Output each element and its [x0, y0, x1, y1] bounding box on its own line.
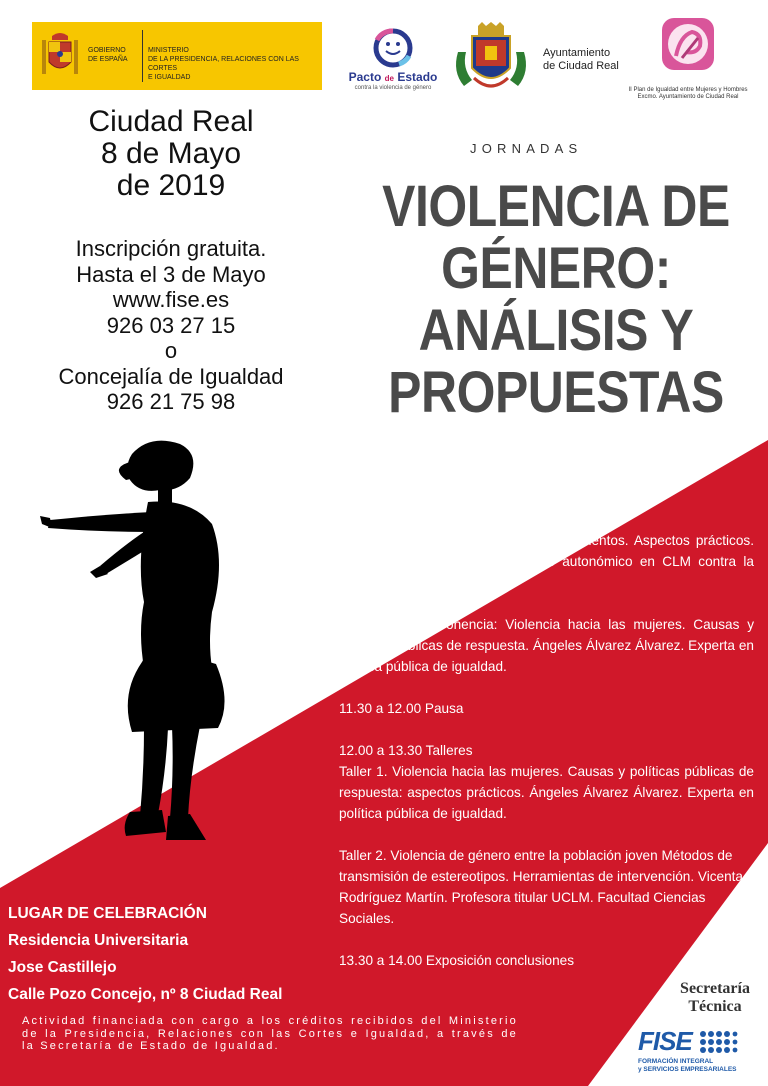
secretaria-tecnica-label: [665, 980, 765, 1016]
program-item: 10.30 a 11.30 Ponencia: Violencia hacia las mujeres. Causas y políticas públicas de respuesta. Ángeles Álvarez Álvarez. Experta en política pública de igualdad.: [339, 617, 754, 674]
title-line: VIOLENCIA DE: [382, 174, 730, 239]
title-line: PROPUESTAS: [388, 360, 724, 425]
plan-igualdad-logo: [618, 14, 758, 100]
gobierno-text: [88, 46, 140, 64]
pacto-word-pacto: Pacto: [348, 70, 382, 84]
ayuntamiento-line-1: Ayuntamiento: [543, 47, 611, 59]
pacto-word-estado: Estado: [397, 70, 438, 84]
registration-phone-igualdad: 926 21 75 98: [106, 389, 236, 414]
secretaria-line-2: Técnica: [688, 998, 742, 1015]
program-heading: PROGRAMA: [518, 447, 596, 462]
gov-divider: [142, 30, 143, 82]
program-item: 9.30 a 10.30 Ponencia: Ley y procedimientos. Aspectos prácticos. Jesús Gil Trujillo. Fiscal delegado autonómico en CLM contra la violencia de género.: [339, 533, 754, 590]
program-item: 8.45 a 9.15 Acreditación: [353, 470, 499, 485]
pacto-word-de: de: [384, 74, 394, 83]
gobierno-line: GOBIERNO: [88, 47, 126, 54]
woman-silhouette-image: [40, 432, 250, 852]
registration-line: Concejalía de Igualdad: [58, 363, 284, 389]
plan-igualdad-emblem-icon: [658, 14, 718, 74]
fise-wordmark: FISE: [638, 1026, 692, 1056]
funding-notice: Actividad financiada con cargo a los créditos recibidos del Ministerio de la Presidencia, Relaciones con las Cortes e Igualdad, a través de la Secretaría de Estado de Igualdad.: [22, 1015, 518, 1053]
ministerio-line-1: MINISTERIO: [148, 47, 189, 54]
venue-line-2: Jose Castillejo: [8, 959, 117, 976]
gobierno-espana-logo: [32, 22, 322, 90]
registration-website[interactable]: www.fise.es: [112, 287, 230, 312]
program-item: 13.30 a 14.00 Exposición conclusiones: [339, 953, 575, 968]
program-item: 9:15 a 9.30 Presentación: [353, 491, 505, 506]
ministerio-text: [148, 46, 318, 82]
program-list: [339, 467, 754, 971]
ministerio-line-2: DE LA PRESIDENCIA, RELACIONES CON LAS CORTES: [148, 56, 299, 72]
registration-line: o: [164, 338, 178, 363]
ayuntamiento-label: [543, 47, 619, 73]
program-item: 12.00 a 13.30 Talleres: [339, 743, 473, 758]
venue-line-1: Residencia Universitaria: [8, 932, 189, 949]
registration-line: Hasta el 3 de Mayo: [76, 261, 266, 287]
fise-sub-line-2: y SERVICIOS EMPRESARIALES: [638, 1065, 737, 1073]
venue-heading: LUGAR DE CELEBRACIÓN: [8, 905, 207, 922]
event-date-line-2: de 2019: [116, 169, 226, 202]
espana-line: DE ESPAÑA: [88, 56, 128, 63]
program-item: Taller 1. Violencia hacia las mujeres. Causas y políticas públicas de respuesta: aspectos prácticos. Ángeles Álvarez Álvarez. Experta en política pública de igualdad.: [339, 764, 754, 821]
registration-info: [30, 236, 312, 415]
fise-logo: [638, 1026, 760, 1073]
program-item: 11.30 a 12.00 Pausa: [339, 701, 464, 716]
fise-sub-line-1: FORMACIÓN INTEGRAL: [638, 1058, 714, 1065]
event-date-location: [40, 106, 302, 202]
pacto-subtitle: contra la violencia de género: [354, 85, 432, 91]
spain-coat-of-arms-icon: [40, 30, 80, 82]
program-item: Taller 2. Violencia de género entre la población joven Métodos de transmisión de estereotipos. Herramientas de intervención. Vicenta Rodríguez Martín. Profesora titular UCLM. Facultad Ciencias Sociales.: [339, 848, 743, 926]
ministerio-line-3: E IGUALDAD: [148, 74, 191, 81]
fise-dots-icon: [698, 1030, 738, 1054]
event-date-line-1: 8 de Mayo: [100, 137, 242, 170]
plan-line-2: Excmo. Ayuntamiento de Ciudad Real: [637, 94, 739, 100]
jornadas-kicker: JORNADAS: [470, 141, 583, 156]
venue-line-3: Calle Pozo Concejo, nº 8 Ciudad Real: [8, 986, 283, 1003]
title-line: ANÁLISIS Y: [418, 298, 694, 363]
plan-line-1: II Plan de Igualdad entre Mujeres y Hombres: [628, 87, 748, 93]
pacto-smile-icon: [363, 26, 423, 70]
pacto-title: [338, 70, 448, 84]
venue-info: [8, 900, 282, 1008]
title-line: GÉNERO:: [441, 236, 671, 301]
plan-igualdad-text: [618, 87, 758, 101]
pacto-de-estado-logo: [338, 26, 448, 92]
secretaria-line-1: Secretaría: [680, 980, 750, 997]
ayuntamiento-line-2: de Ciudad Real: [543, 60, 619, 72]
registration-line: Inscripción gratuita.: [75, 236, 267, 261]
registration-phone-fise: 926 03 27 15: [106, 312, 236, 338]
ciudad-real-crest-icon: [452, 22, 530, 94]
fise-subtitle: [638, 1058, 760, 1073]
event-city: Ciudad Real: [88, 105, 254, 138]
main-title: [375, 176, 736, 424]
